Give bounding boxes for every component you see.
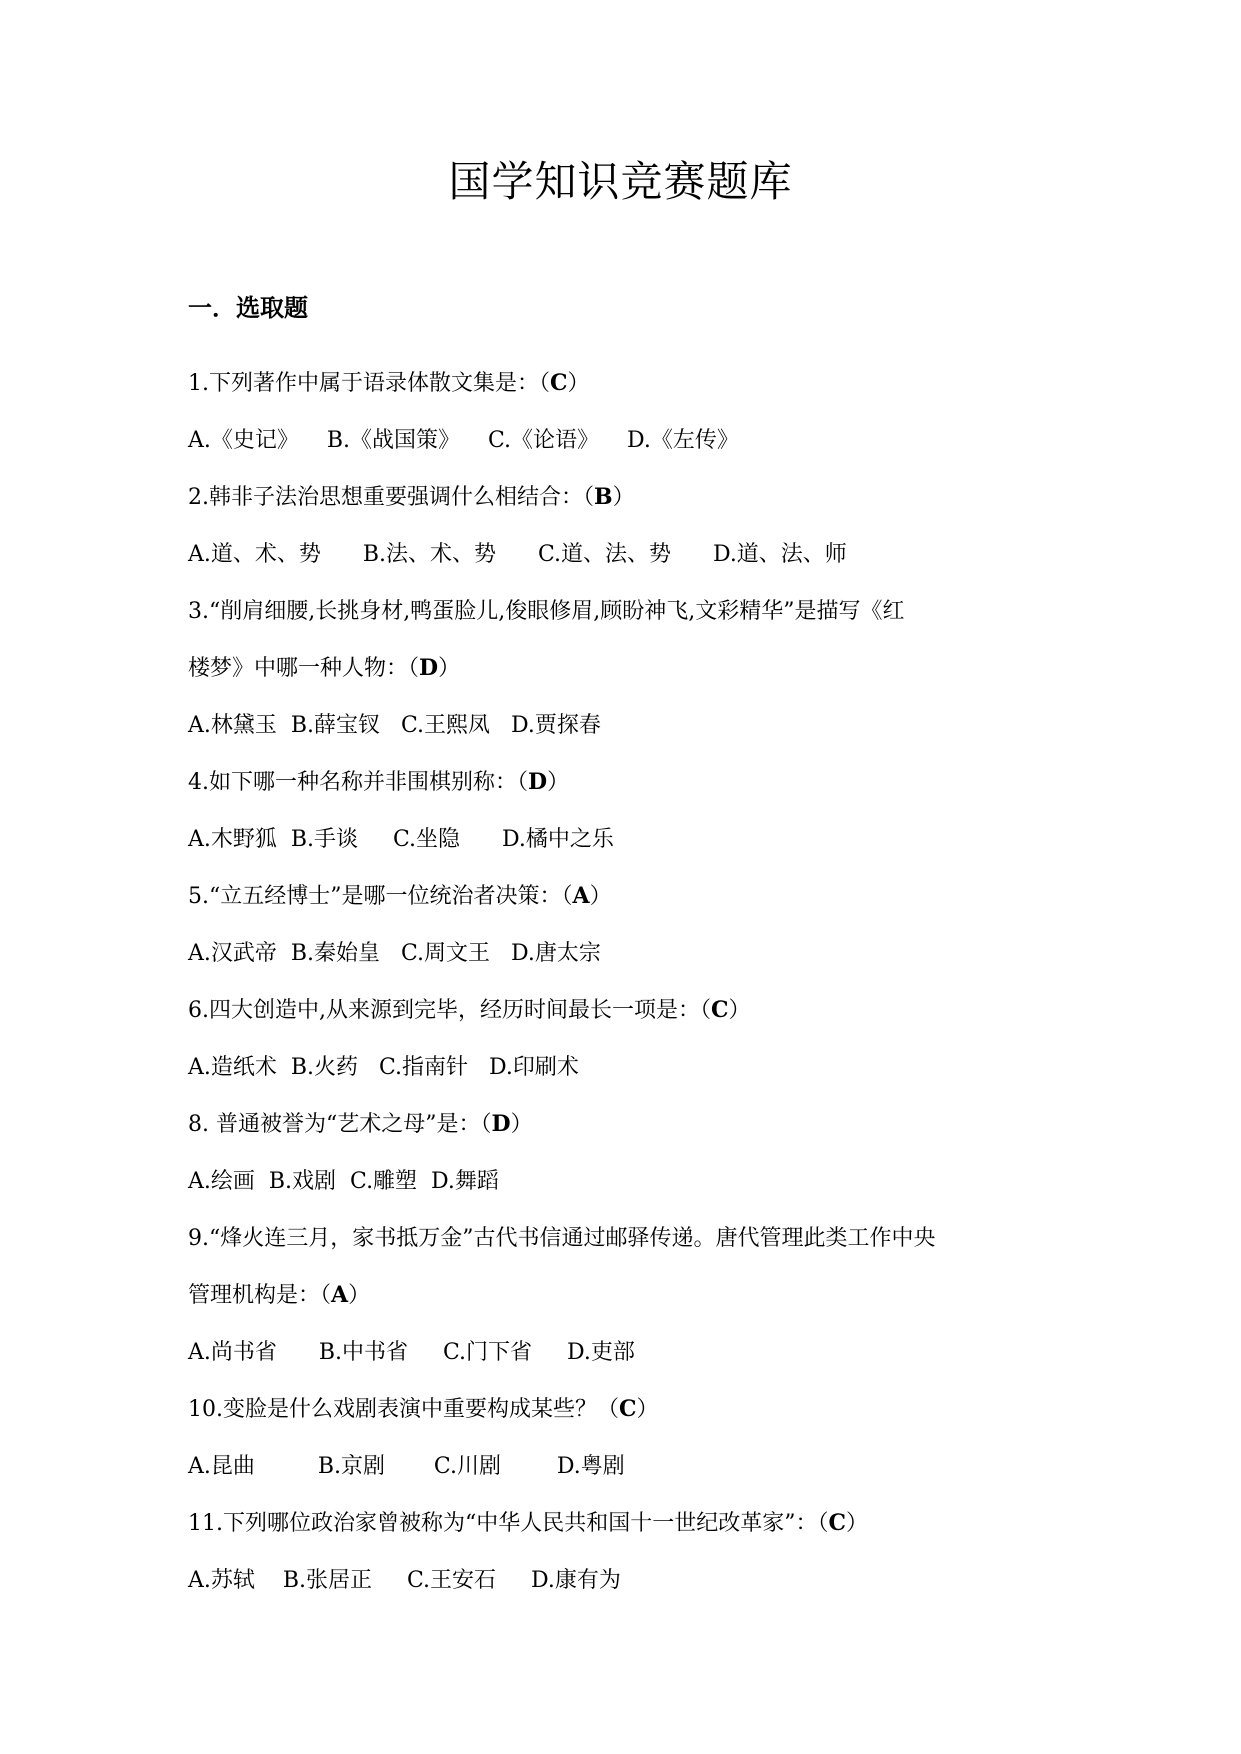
answer-close: ） xyxy=(636,1397,659,1422)
question-line xyxy=(188,1381,1058,1438)
answer-close: ） xyxy=(728,998,751,1023)
question-line xyxy=(188,355,1058,412)
question-line xyxy=(188,640,1058,697)
text-line xyxy=(188,1552,1058,1609)
line-text: 楼梦》中哪一种人物：（ xyxy=(188,656,420,681)
text-line xyxy=(188,811,1058,868)
question-line xyxy=(188,982,1058,1039)
page-title: 国学知识竞赛题库 xyxy=(448,157,793,206)
question-line xyxy=(188,868,1058,925)
answer-letter: C xyxy=(619,1396,637,1422)
question-line xyxy=(188,1495,1058,1552)
answer-letter: D xyxy=(528,769,548,795)
line-text: A.尚书省 B.中书省 C.门下省 D.吏部 xyxy=(188,1340,635,1365)
line-text: 3.“削肩细腰,长挑身材,鸭蛋脸儿,俊眼修眉,顾盼神飞,文彩精华”是描写《红 xyxy=(188,599,905,624)
answer-close: ） xyxy=(567,371,590,396)
line-text: 4.如下哪一种名称并非围棋别称：（ xyxy=(188,770,528,795)
answer-letter: B xyxy=(594,484,613,510)
answer-letter: D xyxy=(491,1111,511,1137)
text-line xyxy=(188,1210,1058,1267)
line-text: 6.四大创造中,从来源到完毕，经历时间最长一项是：（ xyxy=(188,998,711,1023)
line-text: 8. 普通被誉为“艺术之母”是：（ xyxy=(188,1112,492,1137)
answer-letter: C xyxy=(828,1510,846,1536)
line-text: A.林黛玉 B.薛宝钗 C.王熙凤 D.贾探春 xyxy=(188,713,601,738)
line-text: 10.变脸是什么戏剧表演中重要构成某些？（ xyxy=(188,1397,619,1422)
text-line xyxy=(188,697,1058,754)
line-text: A.绘画 B.戏剧 C.雕塑 D.舞蹈 xyxy=(188,1169,499,1194)
line-text: A.《史记》 B.《战国策》 C.《论语》 D.《左传》 xyxy=(188,428,739,453)
answer-close: ） xyxy=(547,770,570,795)
line-text: A.木野狐 B.手谈 C.坐隐 D.橘中之乐 xyxy=(188,827,614,852)
line-text: 管理机构是：（ xyxy=(188,1283,332,1308)
question-line xyxy=(188,469,1058,526)
answer-letter: D xyxy=(419,655,439,681)
answer-close: ） xyxy=(589,884,612,909)
text-line xyxy=(188,1324,1058,1381)
text-line xyxy=(188,526,1058,583)
text-line xyxy=(188,1153,1058,1210)
question-line xyxy=(188,1267,1058,1324)
answer-letter: A xyxy=(572,883,590,909)
line-text: 9.“烽火连三月，家书抵万金”古代书信通过邮驿传递。唐代管理此类工作中央 xyxy=(188,1226,936,1251)
line-text: 1.下列著作中属于语录体散文集是：（ xyxy=(188,371,550,396)
line-text: A.造纸术 B.火药 C.指南针 D.印刷术 xyxy=(188,1055,579,1080)
line-text: 2.韩非子法治思想重要强调什么相结合：（ xyxy=(188,485,594,510)
answer-close: ） xyxy=(612,485,635,510)
answer-close: ） xyxy=(438,656,461,681)
answer-close: ） xyxy=(846,1511,869,1536)
answer-letter: A xyxy=(331,1282,349,1308)
question-list xyxy=(188,355,1058,1609)
text-line xyxy=(188,1438,1058,1495)
line-text: A.汉武帝 B.秦始皇 C.周文王 D.唐太宗 xyxy=(188,941,601,966)
text-line xyxy=(188,412,1058,469)
line-text: 11.下列哪位政治家曾被称为“中华人民共和国十一世纪改革家”：（ xyxy=(188,1511,829,1536)
answer-letter: C xyxy=(711,997,729,1023)
line-text: A.道、术、势 B.法、术、势 C.道、法、势 D.道、法、师 xyxy=(188,542,847,567)
text-line xyxy=(188,925,1058,982)
text-line xyxy=(188,1039,1058,1096)
line-text: A.昆曲 B.京剧 C.川剧 D.粤剧 xyxy=(188,1454,625,1479)
line-text: 5.“立五经博士”是哪一位统治者决策：（ xyxy=(188,884,573,909)
answer-close: ） xyxy=(510,1112,533,1137)
question-line xyxy=(188,754,1058,811)
line-text: A.苏轼 B.张居正 C.王安石 D.康有为 xyxy=(188,1568,621,1593)
text-line xyxy=(188,583,1058,640)
section-heading: 一．选取题 xyxy=(188,294,308,322)
answer-letter: C xyxy=(550,370,568,396)
question-line xyxy=(188,1096,1058,1153)
answer-close: ） xyxy=(348,1283,371,1308)
